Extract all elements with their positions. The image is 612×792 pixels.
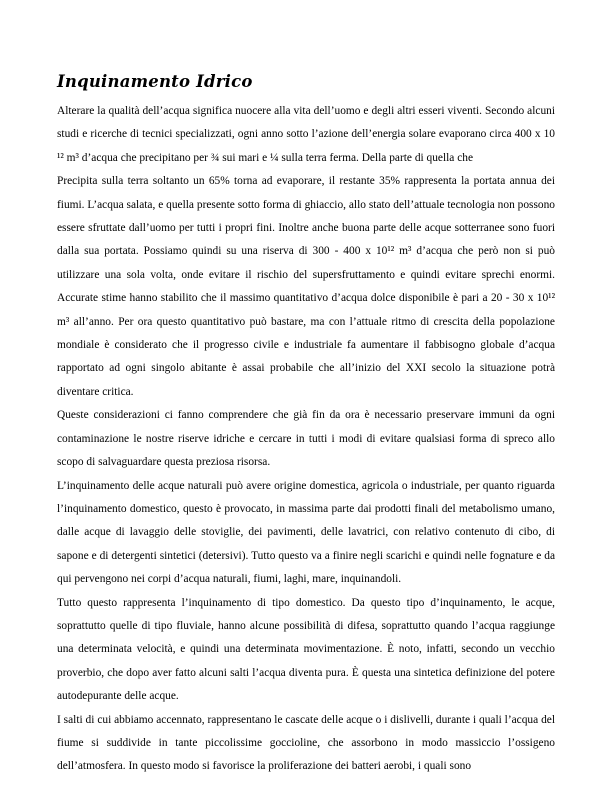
paragraph-4: L’inquinamento delle acque naturali può avere origine domestica, agricola o industriale, per quanto riguarda l’inquinamento domestico, questo è provocato, in massima parte dai prodotti finali del metabolismo umano, dalle acque di lavaggio delle stoviglie, dei pavimenti, delle lavatrici, con relativo contenuto di cibo, di sapone e di detergenti sintetici (detersivi). Tutto questo va a finire negli scarichi e quindi nelle fognature e da qui pervengono nei corpi d’acqua naturali, fiumi, laghi, mare, inquinandoli. <box>57 479 555 586</box>
document-page <box>57 68 555 779</box>
paragraph-3: Queste considerazioni ci fanno comprendere che già fin da ora è necessario preservare immuni da ogni contaminazione le nostre riserve idriche e cercare in tutti i modi di evitare qualsiasi forma di spreco allo scopo di salvaguardare questa preziosa risorsa. <box>57 409 555 469</box>
paragraph-6: I salti di cui abbiamo accennato, rappresentano le cascate delle acque o i dislivelli, durante i quali l’acqua del fiume si suddivide in tante piccolissime goccioline, che assorbono in modo massiccio l’ossigeno dell’atmosfera. In questo modo si favorisce la proliferazione dei batteri aerobi, i quali sono <box>57 713 555 773</box>
paragraph-5: Tutto questo rappresenta l’inquinamento di tipo domestico. Da questo tipo d’inquinamento, le acque, soprattutto quelle di tipo fluviale, hanno alcune possibilità di difesa, soprattutto quando l’acqua raggiunge una determinata velocità, e quindi una determinata movimentazione. È noto, infatti, secondo un vecchio proverbio, che dopo aver fatto alcuni salti l’acqua diventa pura. È questa una sintetica definizione del potere autodepurante delle acque. <box>57 596 555 703</box>
paragraph-2: Precipita sulla terra soltanto un 65% torna ad evaporare, il restante 35% rappresenta la portata annua dei fiumi. L’acqua salata, e quella presente sotto forma di ghiaccio, allo stato dell’attuale tecnologia non possono essere sfruttate dall’uomo per tutti i propri fini. Inoltre anche buona parte delle acque sotterranee sono fuori dalla sua portata. Possiamo quindi su una riserva di 300 - 400 x 10¹² m³ d’acqua che però non si può utilizzare una sola volta, onde evitare il rischio del supersfruttamento e quindi evitare sprechi enormi. Accurate stime hanno stabilito che il massimo quantitativo d’acqua dolce disponibile è pari a 20 - 30 x 10¹² m³ all’anno. Per ora questo quantitativo può bastare, ma con l’attuale ritmo di crescita della popolazione mondiale è considerato che il progresso civile e industriale fa aumentare il fabbisogno globale d’acqua rapportato ad ogni singolo abitante è assai probabile che all’inizio del XXI secolo la situazione potrà diventare critica. <box>57 175 555 398</box>
paragraph-1: Alterare la qualità dell’acqua significa nuocere alla vita dell’uomo e degli altri esseri viventi. Secondo alcuni studi e ricerche di tecnici specializzati, ogni anno sotto l’azione dell’energia solare evaporano circa 400 x 10 ¹² m³ d’acqua che precipitano per ¾ sui mari e ¼ sulla terra ferma. Della parte di quella che <box>57 105 555 164</box>
document-title: Inquinamento Idrico <box>57 72 253 91</box>
